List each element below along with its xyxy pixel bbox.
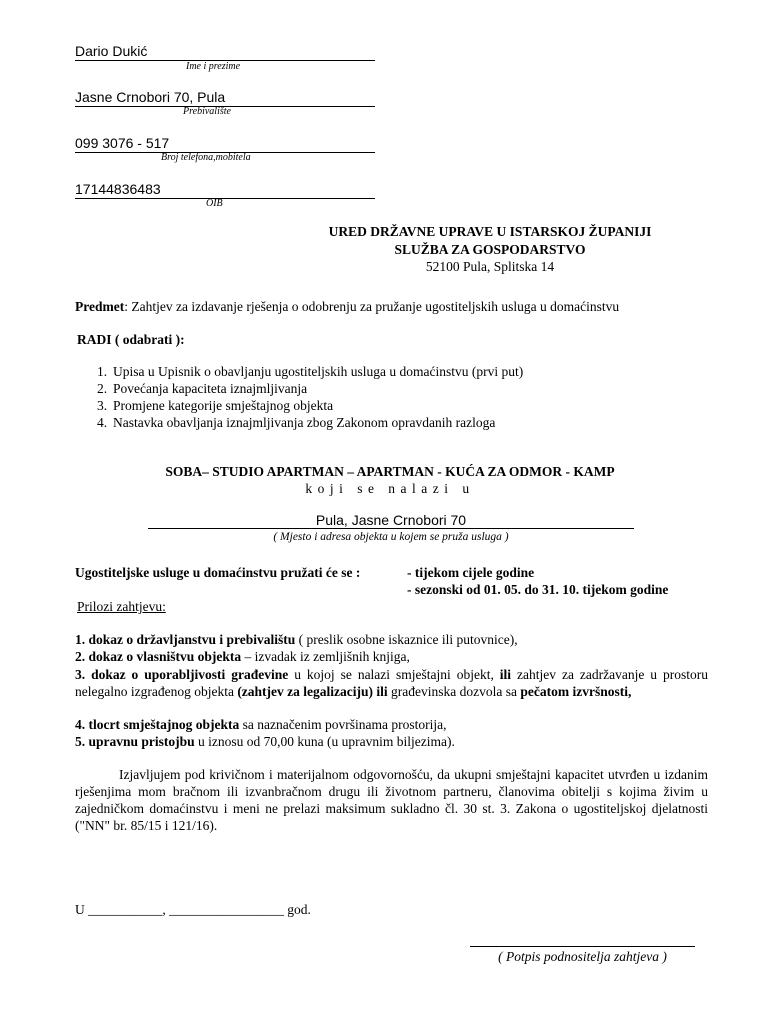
applicant-oib-value: 17144836483 <box>75 181 161 197</box>
subject-line <box>75 299 619 315</box>
applicant-residence-value: Jasne Crnobori 70, Pula <box>75 89 226 105</box>
attachment-title: upravnu pristojbu <box>85 734 195 749</box>
object-located-text: koji se nalazi u <box>305 481 475 496</box>
reason-heading: RADI ( odabrati ): <box>77 332 185 347</box>
attachment-detail: u kojoj se nalazi smještajni objekt, <box>288 667 500 682</box>
attachment-detail: – izvadak iz zemljišnih knjiga, <box>241 649 410 664</box>
place-date-line: U ___________, _________________ god. <box>75 902 311 917</box>
subject-label: Predmet <box>75 299 125 314</box>
applicant-oib-field <box>75 180 375 199</box>
signature-caption: ( Potpis podnositelja zahtjeva ) <box>498 949 667 964</box>
attachment-number: 4. <box>75 717 86 732</box>
applicant-residence-caption: Prebivalište <box>183 106 231 117</box>
period-option-2: - sezonski od 01. 05. do 31. 10. tijekom godine <box>407 582 669 597</box>
reason-item-label: Promjene kategorije smještajnog objekta <box>113 398 334 413</box>
reason-item-label: Povećanja kapaciteta iznajmljivanja <box>113 381 308 396</box>
object-address-caption: ( Mjesto i adresa objekta u kojem se pruža usluga ) <box>273 531 509 543</box>
applicant-phone-field <box>75 134 375 153</box>
attachment-seal: pečatom izvršnosti, <box>520 684 632 699</box>
attachment-detail: sa naznačenim površinama prostorija, <box>239 717 447 732</box>
applicant-name-field <box>75 42 375 61</box>
recipient-line3: 52100 Pula, Splitska 14 <box>425 259 555 274</box>
attachment-item-2 <box>75 649 410 665</box>
attachment-number: 1 <box>75 632 82 647</box>
attachment-title: . dokaz o državljanstvu i prebivalištu <box>81 632 296 647</box>
applicant-phone-caption: Broj telefona,mobitela <box>161 152 251 163</box>
period-label: Ugostiteljske usluge u domaćinstvu pružati će se : <box>75 565 361 580</box>
applicant-residence-field <box>75 88 375 107</box>
applicant-phone-value: 099 3076 - 517 <box>75 135 170 151</box>
attachment-detail: građevinska dozvola sa <box>387 684 521 699</box>
reason-item-number: 2. <box>97 381 108 396</box>
applicant-name-value: Dario Dukić <box>75 43 148 59</box>
attachment-item-1 <box>75 632 518 648</box>
attachment-detail: zahtjev za zadržavanje u prostoru nelegalno izgrađenog objekta <box>75 667 709 699</box>
attachment-number: 3. <box>75 667 86 682</box>
reason-item-label: Nastavka obavljanja iznajmljivanja zbog Zakonom opravdanih razloga <box>113 415 496 430</box>
attachment-legalization: (zahtjev za legalizaciju) ili <box>237 684 388 699</box>
reason-item-number: 3. <box>97 398 108 413</box>
declaration-text: Izjavljujem pod krivičnom i materijalnom odgovornošću, da ukupni smještajni kapacitet utvrđen u izdanim rješenjima mom bračnom ili izvanbračnom drugu ili životnom partneru, članovima obitelji s kojima živim u zajedničkom domaćinstvu i meni ne prelazi maksimum sukladno čl. 30 st. 3. Zakona o ugostiteljskoj djelatnosti ("NN" br. 85/15 i 121/16). <box>75 767 708 833</box>
recipient-line2: SLUŽBA ZA GOSPODARSTVO <box>394 242 586 257</box>
reason-item-number: 4. <box>97 415 108 430</box>
signature-line <box>470 946 695 947</box>
reason-item-4 <box>97 415 495 431</box>
object-address-line <box>148 528 634 529</box>
attachment-item-3 <box>75 666 708 700</box>
attachment-detail: u iznosu od 70,00 kuna (u upravnim biljezima). <box>194 734 455 749</box>
reason-item-1 <box>97 364 523 380</box>
attachment-number: 2 <box>75 649 82 664</box>
attachment-number: 5. <box>75 734 86 749</box>
attachments-heading: Prilozi zahtjevu: <box>77 599 166 614</box>
attachment-item-4 <box>75 717 447 733</box>
reason-item-label: Upisa u Upisnik o obavljanju ugostiteljskih usluga u domaćinstvu (prvi put) <box>113 364 524 379</box>
attachment-or: ili <box>499 667 512 682</box>
object-types: SOBA– STUDIO APARTMAN – APARTMAN - KUĆA ZA ODMOR - KAMP <box>165 464 615 479</box>
reason-item-2 <box>97 381 307 397</box>
attachment-title: tlocrt smještajnog objekta <box>85 717 240 732</box>
period-option-1: - tijekom cijele godine <box>407 565 535 580</box>
reason-item-3 <box>97 398 333 414</box>
applicant-oib-caption: OIB <box>206 198 223 209</box>
attachment-detail: ( preslik osobne iskaznice ili putovnice), <box>295 632 518 647</box>
recipient-line1: URED DRŽAVNE UPRAVE U ISTARSKOJ ŽUPANIJI <box>328 224 652 239</box>
applicant-name-caption: Ime i prezime <box>186 61 241 72</box>
subject-text: : Zahtjev za izdavanje rješenja o odobrenju za pružanje ugostiteljskih usluga u domaćinstvu <box>124 299 620 314</box>
attachment-title: dokaz o uporabljivosti građevine <box>85 667 289 682</box>
object-address-value: Pula, Jasne Crnobori 70 <box>315 512 467 528</box>
attachment-title: . dokaz o vlasništvu objekta <box>81 649 242 664</box>
reason-item-number: 1. <box>97 364 108 379</box>
attachment-item-5 <box>75 734 455 750</box>
